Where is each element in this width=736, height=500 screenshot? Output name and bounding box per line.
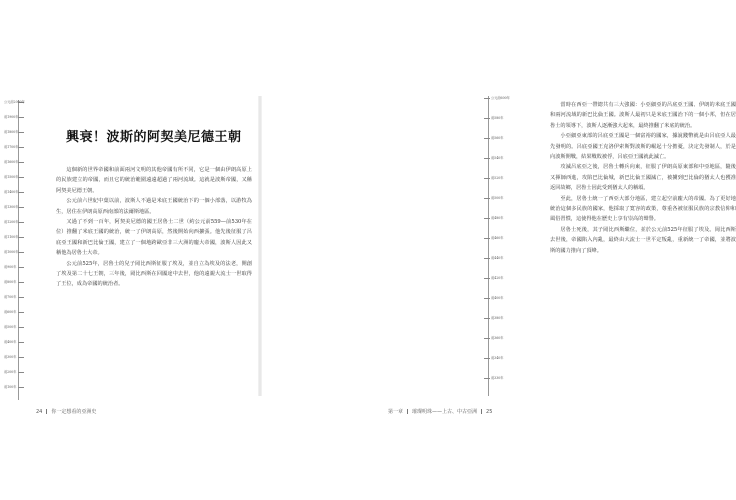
timeline-entry: 前1600年 [4,160,19,164]
timeline-tick [484,118,490,119]
page-number: 25 [486,409,493,415]
timeline-entry: 前300年 [4,355,17,359]
body-paragraph: 公元前525年，居魯士的兒子岡比西斯征服了埃及，並自立為埃及的法老，開創了埃及第二十七王朝，三年後，岡比西斯在回國途中去世，他的遠親大流士一世取得了王位，成為帝國的統治者。 [56,260,252,288]
timeline-entry: 前1300年 [4,205,19,209]
timeline-tick [484,358,490,359]
left-page-footer [36,408,96,415]
timeline-entry: 前360年 [491,336,504,340]
timeline-tick [484,178,490,179]
timeline-entry: 前480年 [491,216,504,220]
timeline-tick [484,258,490,259]
right-margin-timeline [480,96,516,396]
footer-divider [46,409,47,414]
timeline-entry: 前1700年 [4,145,19,149]
timeline-tick [484,138,490,139]
timeline-entry: 前1400年 [4,190,19,194]
footer-divider [481,409,482,414]
timeline-tick [484,378,490,379]
timeline-entry: 前520年 [491,176,504,180]
timeline-entry: 前340年 [491,356,504,360]
book-title: 你一定想看的亞洲史 [51,409,97,415]
body-paragraph: 居魯士死後，其子岡比西斯繼位，並於公元前525年征服了埃及。岡比西斯去世後，帝國陷入內亂，最終由大流士一世平定叛亂，重新統一了帝國，並將波斯的國力推向了頂峰。 [550,226,736,254]
timeline-entry: 前400年 [4,340,17,344]
right-page-footer [388,408,492,415]
timeline-entry: 前200年 [4,370,17,374]
timeline-tick [484,238,490,239]
timeline-tick [484,278,490,279]
right-page-body [550,100,736,256]
timeline-entry: 前1000年 [4,250,19,254]
timeline-entry: 前380年 [491,316,504,320]
timeline-entry: 前540年 [491,156,504,160]
timeline-entry: 前1200年 [4,220,19,224]
timeline-entry: 前560年 [491,136,504,140]
timeline-entry: 前500年 [491,196,504,200]
body-paragraph: 又過了不到一百年，阿契美尼德的國王居魯士二世（約公元前559—前530年在位）推翻了米底王國的統治，統一了伊朗高原，然後開始向西擴張。他先後征服了呂底亞王國和新巴比倫王國，建立了一個地跨歐亞非三大洲的龐大帝國，波斯人因此又稱他為居魯士大帝。 [56,219,252,257]
chapter-section-title: 興衰！波斯的阿契美尼德王朝 [66,130,242,145]
timeline-entry: 前330年 [491,376,504,380]
timeline-tick [484,338,490,339]
timeline-line [488,96,489,396]
timeline-entry: 前600年 [4,310,17,314]
timeline-tick [484,158,490,159]
timeline-entry: 前700年 [4,295,17,299]
timeline-entry: 前580年 [491,116,504,120]
timeline-tick [484,198,490,199]
body-paragraph: 當時在西亞一帶總共有三大強國：小亞細亞的呂底亞王國、伊朗的米底王國和兩河流域的新巴比倫王國。波斯人最初只是米底王國治下的一個小邦，但在居魯士的領導下，波斯人逐漸強大起來，最終推翻了米底的統治。 [550,102,736,129]
body-paragraph: 攻滅呂底亞之後，居魯士轉兵向東，征服了伊朗高原東部和中亞地區，隨後又揮師西進，攻陷巴比倫城，新巴比倫王國滅亡，被擄到巴比倫的猶太人也獲准返回故鄉，居魯士因此受到猶太人的稱頌。 [550,164,736,192]
timeline-entry: 前420年 [491,276,504,280]
footer-divider [407,409,408,414]
timeline-entry: 前460年 [491,236,504,240]
body-paragraph: 小亞細亞東部的呂底亞王國是一個富裕的國家，據說錢幣就是由呂底亞人最先發明的。呂底亞國王克洛伊索斯對波斯的崛起十分擔憂，決定先發制人，於是向波斯開戰，結果戰敗被俘，呂底亞王國就此滅亡。 [550,133,736,161]
left-margin-timeline [4,100,30,400]
timeline-entry: 前1900年 [4,115,19,119]
timeline-entry: 前500年 [4,325,17,329]
page-number: 24 [36,409,43,415]
body-paragraph: 這個新的世界帝國和前面兩河文明的其他帝國有所不同，它是一個由伊朗高原上的民族建立的帝國，而且它的統治範圍遠遠超過了兩河流域。這就是波斯帝國，又稱阿契美尼德王朝。 [56,167,252,194]
timeline-entry: 前900年 [4,265,17,269]
timeline-entry: 前800年 [4,280,17,284]
body-paragraph: 至此，居魯士統一了西亞大部分地區，建立起空前龐大的帝國。為了更好地統治這個多民族的國家，他採取了寬容的政策，尊重各被征服民族的宗教信仰和風俗習慣，這使得他在歷史上享有崇高的聲譽。 [550,195,736,223]
chapter-label: 第一章 [388,409,404,415]
left-page-body [56,165,252,290]
left-page [0,0,258,500]
timeline-entry: 前1100年 [4,235,19,239]
timeline-entry: 前440年 [491,256,504,260]
chapter-title: 璀璨明珠——上古、中古亞洲 [412,409,478,415]
timeline-entry: 公元前600年 [491,96,510,100]
timeline-tick [484,98,490,99]
timeline-entry: 前100年 [4,385,17,389]
timeline-entry: 公元前2000年 [4,100,25,104]
timeline-tick [484,298,490,299]
timeline-tick [484,218,490,219]
timeline-entry: 前1500年 [4,175,19,179]
timeline-entry: 前1800年 [4,130,19,134]
timeline-entry: 前400年 [491,296,504,300]
body-paragraph: 公元前六世紀中葉以前，波斯人不過是米底王國統治下的一個小部落，以游牧為生，居住在伊朗高原西南部的法爾斯地區。 [56,198,252,215]
timeline-tick [484,318,490,319]
